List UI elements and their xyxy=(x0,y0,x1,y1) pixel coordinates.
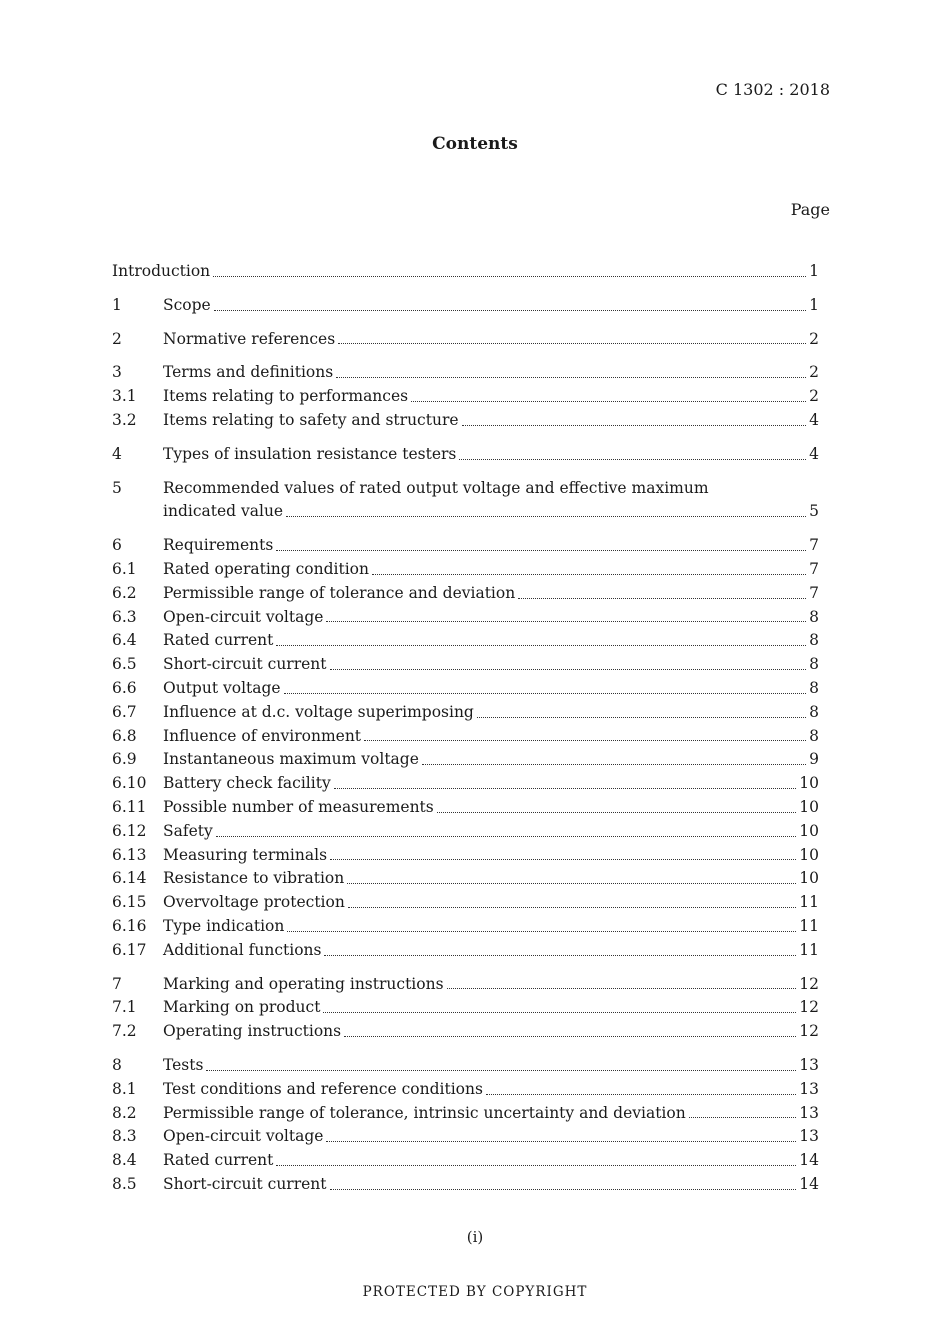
toc-entry-number: 8.1 xyxy=(112,1079,137,1098)
toc-entry-body xyxy=(163,653,819,677)
dot-leader xyxy=(689,1116,797,1118)
toc-entry[interactable] xyxy=(112,1149,819,1173)
page-folio: (i) xyxy=(466,1228,484,1246)
toc-entry-title: Rated current xyxy=(163,631,274,650)
toc-entry-title-continued: indicated value xyxy=(163,502,284,521)
toc-entry-title: Permissible range of tolerance, intrinsic uncertainty and deviation xyxy=(163,1103,686,1122)
dot-leader xyxy=(216,835,797,837)
toc-entry-number: 8.5 xyxy=(112,1174,137,1193)
dot-leader xyxy=(287,930,796,932)
toc-entry-number: 6.17 xyxy=(112,940,147,959)
toc-group xyxy=(112,1054,819,1197)
toc-entry[interactable] xyxy=(112,748,819,772)
toc-entry-title: Influence at d.c. voltage superimposing xyxy=(163,702,474,721)
toc-group xyxy=(112,328,819,352)
toc-entry[interactable] xyxy=(112,725,819,749)
toc-entry-page: 4 xyxy=(809,444,819,463)
toc-entry-body xyxy=(163,677,819,701)
toc-entry[interactable] xyxy=(112,677,819,701)
toc-entry-number: 6.12 xyxy=(112,821,147,840)
toc-entry[interactable] xyxy=(112,409,819,433)
toc-entry[interactable] xyxy=(112,477,819,501)
dot-leader xyxy=(323,1011,796,1013)
toc-entry-title: Types of insulation resistance testers xyxy=(163,444,457,463)
toc-entry-title: Marking on product xyxy=(163,998,321,1017)
dot-leader xyxy=(326,1140,796,1142)
toc-entry-title: Type indication xyxy=(163,916,285,935)
toc-entry-page: 8 xyxy=(809,726,819,745)
toc-entry[interactable] xyxy=(112,385,819,409)
dot-leader xyxy=(518,597,806,599)
toc-entry-page: 12 xyxy=(799,1022,819,1041)
toc-entry-number: 7.1 xyxy=(112,998,137,1017)
toc-entry-page: 10 xyxy=(799,869,819,888)
dot-leader xyxy=(330,1188,797,1190)
toc-entry-page: 13 xyxy=(799,1103,819,1122)
toc-entry-body xyxy=(163,973,819,997)
toc-entry[interactable] xyxy=(112,606,819,630)
toc-entry-body xyxy=(163,1054,819,1078)
dot-leader xyxy=(284,692,807,694)
toc-entry-page: 11 xyxy=(799,893,819,912)
toc-entry-number: 6.16 xyxy=(112,916,147,935)
toc-entry-page: 2 xyxy=(809,329,819,348)
toc-group xyxy=(112,477,819,525)
toc-entry-title: Normative references xyxy=(163,329,336,348)
toc-entry-title: Short-circuit current xyxy=(163,655,327,674)
toc-entry-body xyxy=(163,1173,819,1197)
toc-entry-continuation[interactable] xyxy=(112,500,819,524)
toc-entry-page: 8 xyxy=(809,607,819,626)
toc-entry-number: 6.6 xyxy=(112,678,137,697)
toc-entry-page: 11 xyxy=(799,940,819,959)
dot-leader xyxy=(462,424,807,426)
toc-entry-number: 3 xyxy=(112,363,122,382)
toc-entry-page: 10 xyxy=(799,774,819,793)
toc-entry-body xyxy=(163,939,819,963)
toc-entry-number: 7 xyxy=(112,974,122,993)
toc-entry[interactable] xyxy=(112,294,819,318)
toc-entry-page: 13 xyxy=(799,1127,819,1146)
toc-entry-title: Output voltage xyxy=(163,678,281,697)
page-title: Contents xyxy=(432,134,518,154)
toc-entry-page: 7 xyxy=(809,559,819,578)
toc-entry[interactable] xyxy=(112,701,819,725)
toc-entry-title: Rated current xyxy=(163,1151,274,1170)
dot-leader xyxy=(459,458,806,460)
toc-entry-body xyxy=(163,796,819,820)
toc-entry-number: 6.7 xyxy=(112,702,137,721)
toc-entry-title: Terms and definitions xyxy=(163,363,334,382)
toc-entry[interactable] xyxy=(112,582,819,606)
toc-entry-body xyxy=(163,725,819,749)
toc-entry-number: 6.8 xyxy=(112,726,137,745)
toc-entry-body xyxy=(163,1020,819,1044)
toc-entry-number: 6.15 xyxy=(112,893,147,912)
dot-leader xyxy=(206,1069,796,1071)
toc-entry-page: 4 xyxy=(809,410,819,429)
toc-entry[interactable] xyxy=(112,973,819,997)
toc-entry-title: Instantaneous maximum voltage xyxy=(163,750,419,769)
toc-entry-number: 8 xyxy=(112,1055,122,1074)
toc-group xyxy=(112,294,819,318)
dot-leader xyxy=(334,787,797,789)
toc-group xyxy=(112,260,819,284)
toc-group xyxy=(112,361,819,432)
toc-entry-body xyxy=(163,748,819,772)
toc-entry-body xyxy=(163,385,819,409)
toc-entry-body xyxy=(163,1149,819,1173)
toc-entry-title: Operating instructions xyxy=(163,1022,342,1041)
toc-entry[interactable] xyxy=(112,915,819,939)
toc-entry-number: 6.5 xyxy=(112,655,137,674)
dot-leader xyxy=(330,858,796,860)
toc-entry-title: Scope xyxy=(163,295,211,314)
toc-entry-page: 11 xyxy=(799,916,819,935)
toc-entry-number: 6.11 xyxy=(112,797,147,816)
toc-entry-body xyxy=(163,844,819,868)
toc-group xyxy=(112,443,819,467)
toc-entry-body xyxy=(163,629,819,653)
toc-entry-page: 14 xyxy=(799,1151,819,1170)
toc-entry-number: 2 xyxy=(112,329,122,348)
dot-leader xyxy=(364,739,806,741)
toc-entry-number: 4 xyxy=(112,444,122,463)
toc-entry[interactable] xyxy=(112,996,819,1020)
dot-leader xyxy=(330,668,807,670)
toc-entry-number: 6.10 xyxy=(112,774,147,793)
toc-entry-body xyxy=(163,701,819,725)
toc-entry-page: 12 xyxy=(799,974,819,993)
toc-entry-page: 10 xyxy=(799,821,819,840)
toc-entry-page: 8 xyxy=(809,631,819,650)
toc-entry-body xyxy=(163,294,819,318)
toc-entry-number: 8.2 xyxy=(112,1103,137,1122)
toc-entry[interactable] xyxy=(112,939,819,963)
dot-leader xyxy=(286,515,806,517)
toc-entry-page: 12 xyxy=(799,998,819,1017)
dot-leader xyxy=(214,309,806,311)
toc-entry-page: 14 xyxy=(799,1174,819,1193)
toc-entry[interactable] xyxy=(112,796,819,820)
toc-entry-page: 10 xyxy=(799,845,819,864)
toc-entry-title: Tests xyxy=(163,1055,204,1074)
toc-entry[interactable] xyxy=(112,772,819,796)
toc-entry-body xyxy=(163,606,819,630)
toc-entry-title: Battery check facility xyxy=(163,774,331,793)
toc-entry-title: Introduction xyxy=(112,262,211,280)
toc-entry-number: 6 xyxy=(112,536,122,555)
toc-entry-title: Items relating to safety and structure xyxy=(163,410,459,429)
toc-entry[interactable] xyxy=(112,1173,819,1197)
toc-entry-number: 1 xyxy=(112,295,122,314)
toc-entry[interactable] xyxy=(112,820,819,844)
toc-entry-title: Safety xyxy=(163,821,213,840)
toc-entry-body xyxy=(163,500,819,524)
dot-leader xyxy=(276,1164,796,1166)
toc-entry[interactable] xyxy=(112,260,819,284)
dot-leader xyxy=(411,400,806,402)
toc-entry-title: Recommended values of rated output voltage and effective maximum xyxy=(163,478,709,497)
dot-leader xyxy=(437,811,797,813)
toc-entry[interactable] xyxy=(112,534,819,558)
toc-entry-body xyxy=(163,772,819,796)
dot-leader xyxy=(348,906,796,908)
toc-entry[interactable] xyxy=(112,844,819,868)
toc-entry-page: 8 xyxy=(809,678,819,697)
toc-entry-page: 10 xyxy=(799,797,819,816)
toc-entry-body xyxy=(163,891,819,915)
toc-group xyxy=(112,973,819,1044)
toc-entry-number: 6.1 xyxy=(112,559,137,578)
toc-entry-page: 1 xyxy=(809,295,819,314)
toc-entry-body xyxy=(163,534,819,558)
toc-entry[interactable] xyxy=(112,558,819,582)
toc-entry-title: Items relating to performances xyxy=(163,387,409,406)
toc-entry-body xyxy=(163,915,819,939)
toc-entry-title: Possible number of measurements xyxy=(163,797,434,816)
toc-entry-number: 5 xyxy=(112,478,122,497)
toc-entry-body xyxy=(163,443,819,467)
dot-leader xyxy=(347,882,796,884)
toc-entry[interactable] xyxy=(112,867,819,891)
toc-entry[interactable] xyxy=(112,1125,819,1149)
dot-leader xyxy=(477,716,806,718)
toc-entry-number: 6.13 xyxy=(112,845,147,864)
dot-leader xyxy=(276,644,806,646)
toc-entry-page: 2 xyxy=(809,363,819,382)
table-of-contents xyxy=(112,260,819,1207)
toc-entry-number: 6.14 xyxy=(112,869,147,888)
toc-entry-page: 7 xyxy=(809,536,819,555)
toc-entry-number: 6.9 xyxy=(112,750,137,769)
dot-leader xyxy=(324,954,796,956)
toc-entry-body xyxy=(163,361,819,385)
toc-entry-title: Overvoltage protection xyxy=(163,893,345,912)
toc-entry-page: 8 xyxy=(809,655,819,674)
toc-entry[interactable] xyxy=(112,629,819,653)
toc-entry-title: Measuring terminals xyxy=(163,845,328,864)
dot-leader xyxy=(422,763,806,765)
toc-entry-number: 7.2 xyxy=(112,1022,137,1041)
toc-entry[interactable] xyxy=(112,891,819,915)
toc-entry-page: 2 xyxy=(809,387,819,406)
toc-entry[interactable] xyxy=(112,1054,819,1078)
toc-entry-title: Open-circuit voltage xyxy=(163,607,324,626)
dot-leader xyxy=(336,376,806,378)
toc-entry-page: 7 xyxy=(809,583,819,602)
toc-entry[interactable] xyxy=(112,1020,819,1044)
toc-entry-body xyxy=(163,1078,819,1102)
toc-entry-page: 5 xyxy=(809,502,819,521)
toc-entry-page: 8 xyxy=(809,702,819,721)
toc-entry-body xyxy=(163,1125,819,1149)
dot-leader xyxy=(338,342,806,344)
page-column-label: Page xyxy=(790,200,830,219)
toc-entry-body xyxy=(163,409,819,433)
toc-entry[interactable] xyxy=(112,1078,819,1102)
toc-entry-page: 9 xyxy=(809,750,819,769)
toc-entry-body xyxy=(163,558,819,582)
toc-entry-title: Resistance to vibration xyxy=(163,869,345,888)
toc-entry-title: Permissible range of tolerance and deviation xyxy=(163,583,516,602)
toc-entry-number: 8.3 xyxy=(112,1127,137,1146)
toc-entry-page: 13 xyxy=(799,1055,819,1074)
toc-entry-title: Test conditions and reference conditions xyxy=(163,1079,483,1098)
document-identifier: C 1302 : 2018 xyxy=(715,80,830,99)
toc-entry-body xyxy=(163,820,819,844)
dot-leader xyxy=(344,1035,796,1037)
toc-entry-title: Additional functions xyxy=(163,940,322,959)
toc-entry-body xyxy=(163,328,819,352)
toc-entry-title: Requirements xyxy=(163,536,274,555)
toc-entry-page: 13 xyxy=(799,1079,819,1098)
dot-leader xyxy=(326,620,806,622)
toc-entry[interactable] xyxy=(112,361,819,385)
toc-entry-number: 6.2 xyxy=(112,583,137,602)
toc-entry-number: 3.1 xyxy=(112,387,137,406)
toc-entry[interactable] xyxy=(112,328,819,352)
toc-entry-body xyxy=(163,1102,819,1126)
toc-entry-number: 6.3 xyxy=(112,607,137,626)
toc-entry-body xyxy=(163,582,819,606)
toc-entry-body xyxy=(163,996,819,1020)
toc-entry-title: Marking and operating instructions xyxy=(163,974,444,993)
copyright-notice: PROTECTED BY COPYRIGHT xyxy=(362,1284,588,1300)
toc-entry[interactable] xyxy=(112,443,819,467)
toc-group xyxy=(112,534,819,962)
dot-leader xyxy=(372,573,806,575)
toc-entry[interactable] xyxy=(112,653,819,677)
toc-entry-number: 6.4 xyxy=(112,631,137,650)
toc-entry-title: Short-circuit current xyxy=(163,1174,327,1193)
toc-entry-body xyxy=(163,867,819,891)
toc-entry-body xyxy=(112,260,819,284)
dot-leader xyxy=(447,987,797,989)
dot-leader xyxy=(486,1093,796,1095)
toc-entry-number: 8.4 xyxy=(112,1151,137,1170)
dot-leader xyxy=(213,275,806,277)
toc-entry[interactable] xyxy=(112,1102,819,1126)
toc-entry-title: Open-circuit voltage xyxy=(163,1127,324,1146)
toc-entry-page: 1 xyxy=(809,262,819,280)
dot-leader xyxy=(276,549,806,551)
toc-entry-number: 3.2 xyxy=(112,410,137,429)
toc-entry-title: Influence of environment xyxy=(163,726,362,745)
toc-entry-title: Rated operating condition xyxy=(163,559,369,578)
